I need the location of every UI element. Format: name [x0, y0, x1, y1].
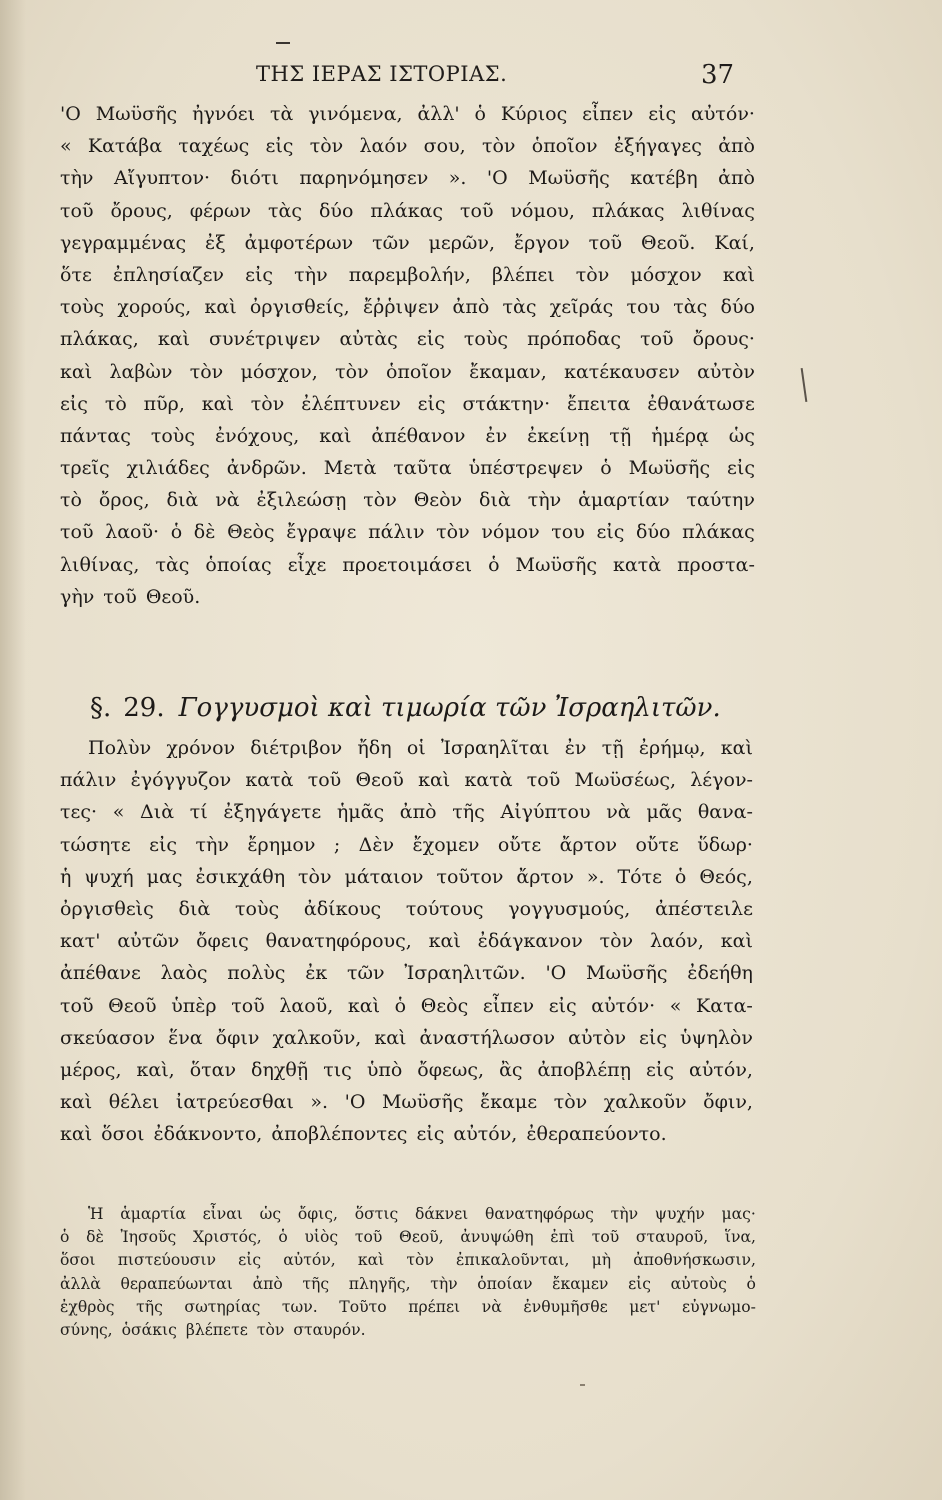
paragraph-2-line: ἡ ψυχή μας ἐσικχάθη τὸν μάταιον τοῦτον ἄρτον ». Τότε ὁ Θεός, [60, 865, 753, 888]
paragraph-1-line: γεγραμμένας ἐξ ἀμφοτέρων τῶν μερῶν, ἔργον τοῦ Θεοῦ. Καί, [60, 231, 755, 254]
running-header [60, 60, 740, 100]
paragraph-2-line: τοῦ Θεοῦ ὑπὲρ τοῦ λαοῦ, καὶ ὁ Θεὸς εἶπεν εἰς αὐτόν· « Κατα- [60, 994, 753, 1017]
paragraph-1-line: τοὺς χορούς, καὶ ὀργισθείς, ἔῤῥιψεν ἀπὸ τὰς χεῖράς του τὰς δύο [60, 296, 755, 319]
paragraph-1-line: τὸ ὄρος, διὰ νὰ ἐξιλεώσῃ τὸν Θεὸν διὰ τὴν ἁμαρτίαν ταύτην [60, 489, 755, 512]
moral-note [60, 1203, 756, 1342]
paragraph-1-line: τρεῖς χιλιάδες ἀνδρῶν. Μετὰ ταῦτα ὑπέστρεψεν ὁ Μωϋσῆς εἰς [60, 457, 755, 480]
paragraph-1-line: τὴν Αἴγυπτον· διότι παρηνόμησεν ». 'Ο Μωϋσῆς κατέβη ἀπὸ [60, 167, 755, 190]
paragraph-2-line: κατ' αὐτῶν ὄφεις θανατηφόρους, καὶ ἐδάγκανον τὸν λαόν, καὶ [60, 930, 753, 953]
top-print-mark [276, 42, 290, 44]
paragraph-1-line: ὅτε ἐπλησίαζεν εἰς τὴν παρεμβολήν, βλέπει τὸν μόσχον καὶ [60, 263, 755, 286]
paragraph-1-line: καὶ λαβὼν τὸν μόσχον, τὸν ὁποῖον ἔκαμαν, κατέκαυσεν αὐτὸν [60, 360, 755, 383]
page-number: 37 [701, 60, 735, 90]
binding-shadow [0, 0, 26, 1500]
paragraph-2-line: πάλιν ἐγόγγυζον κατὰ τοῦ Θεοῦ καὶ κατὰ τοῦ Μωϋσέως, λέγον- [60, 769, 753, 792]
note-line: Ἡ ἁμαρτία εἶναι ὡς ὄφις, ὅστις δάκνει θανατηφόρως τὴν ψυχήν μας· [88, 1205, 756, 1223]
paragraph-2 [60, 732, 753, 1150]
note-line: σύνης, ὁσάκις βλέπετε τὸν σταυρόν. [60, 1320, 366, 1339]
paragraph-2-line: σκεύασον ἕνα ὄφιν χαλκοῦν, καὶ ἀναστήλωσον αὐτὸν εἰς ὑψηλὸν [60, 1026, 753, 1049]
paragraph-1-line: πλάκας, καὶ συνέτριψεν αὐτὰς εἰς τοὺς πρόποδας τοῦ ὄρους· [60, 328, 755, 351]
note-line: ὅσοι πιστεύουσιν εἰς αὐτόν, καὶ τὸν ἐπικαλοῦνται, μὴ ἀποθνήσκωσιν, [60, 1251, 756, 1270]
paragraph-1-line: τοῦ ὄρους, φέρων τὰς δύο πλάκας τοῦ νόμου, πλάκας λιθίνας [60, 199, 755, 222]
paragraph-1 [60, 98, 755, 613]
paragraph-1-line: 'Ο Μωϋσῆς ἠγνόει τὰ γινόμενα, ἀλλ' ὁ Κύριος εἶπεν εἰς αὐτόν· [60, 103, 755, 125]
paragraph-1-line: εἰς τὸ πῦρ, καὶ τὸν ἐλέπτυνεν εἰς στάκτην· ἔπειτα ἐθανάτωσε [60, 392, 755, 415]
paragraph-2-line: καὶ θέλει ἰατρεύεσθαι ». 'Ο Μωϋσῆς ἔκαμε τὸν χαλκοῦν ὄφιν, [60, 1091, 753, 1114]
note-line: ἀλλὰ θεραπεύωνται ἀπὸ τῆς πληγῆς, τὴν ὁποίαν ἔκαμεν εἰς αὐτοὺς ὁ [60, 1274, 756, 1293]
paper-speck [580, 1384, 585, 1386]
paragraph-2-line: μέρος, καὶ, ὅταν δηχθῇ τις ὑπὸ ὄφεως, ἂς ἀποβλέπῃ εἰς αὐτόν, [60, 1058, 753, 1081]
section-symbol: §. [90, 693, 112, 723]
header-title: ΤΗΣ ΙΕΡΑΣ ΙΣΤΟΡΙΑΣ. [256, 62, 508, 86]
paragraph-2-line: τώσητε εἰς τὴν ἔρημον ; Δὲν ἔχομεν οὔτε ἄρτον οὔτε ὕδωρ· [60, 833, 753, 856]
paragraph-1-line: πάντας τοὺς ἐνόχους, καὶ ἀπέθανον ἐν ἐκείνῃ τῇ ἡμέρᾳ ὡς [60, 424, 755, 447]
paragraph-1-line: « Κατάβα ταχέως εἰς τὸν λαόν σου, τὸν ὁποῖον ἐξήγαγες ἀπὸ [60, 135, 755, 158]
paragraph-2-line: καὶ ὅσοι ἐδάκνοντο, ἀποβλέποντες εἰς αὐτόν, ἐθεραπεύοντο. [60, 1123, 667, 1146]
margin-pencil-mark [801, 368, 808, 402]
paragraph-2-line: τες· « Διὰ τί ἐξηγάγετε ἡμᾶς ἀπὸ τῆς Αἰγύπτου νὰ μᾶς θανα- [60, 801, 753, 824]
section-title: Γογγυσμοὶ καὶ τιμωρία τῶν Ἰσραηλιτῶν. [178, 693, 721, 723]
paragraph-1-line: τοῦ λαοῦ· ὁ δὲ Θεὸς ἔγραψε πάλιν τὸν νόμον του εἰς δύο πλάκας [60, 521, 755, 544]
note-line: ἐχθρὸς τῆς σωτηρίας των. Τοῦτο πρέπει νὰ ἐνθυμῆσθε μετ' εὐγνωμο- [60, 1297, 756, 1316]
section-heading [90, 693, 721, 723]
paragraph-1-line: γὴν τοῦ Θεοῦ. [60, 585, 201, 608]
paragraph-2-line: ὀργισθεὶς διὰ τοὺς ἀδίκους τούτους γογγυσμούς, ἀπέστειλε [60, 897, 753, 920]
paragraph-1-line: λιθίνας, τὰς ὁποίας εἶχε προετοιμάσει ὁ Μωϋσῆς κατὰ προστα- [60, 553, 755, 576]
note-line: ὁ δὲ Ἰησοῦς Χριστός, ὁ υἱὸς τοῦ Θεοῦ, ἀνυψώθη ἐπὶ τοῦ σταυροῦ, ἵνα, [60, 1228, 756, 1247]
paragraph-2-line: Πολὺν χρόνον διέτριβον ἤδη οἱ Ἰσραηλῖται ἐν τῇ ἐρήμῳ, καὶ [88, 737, 753, 759]
paragraph-2-line: ἀπέθανε λαὸς πολὺς ἐκ τῶν Ἰσραηλιτῶν. 'Ο Μωϋσῆς ἐδεήθη [60, 962, 753, 985]
section-number: 29. [123, 693, 165, 723]
